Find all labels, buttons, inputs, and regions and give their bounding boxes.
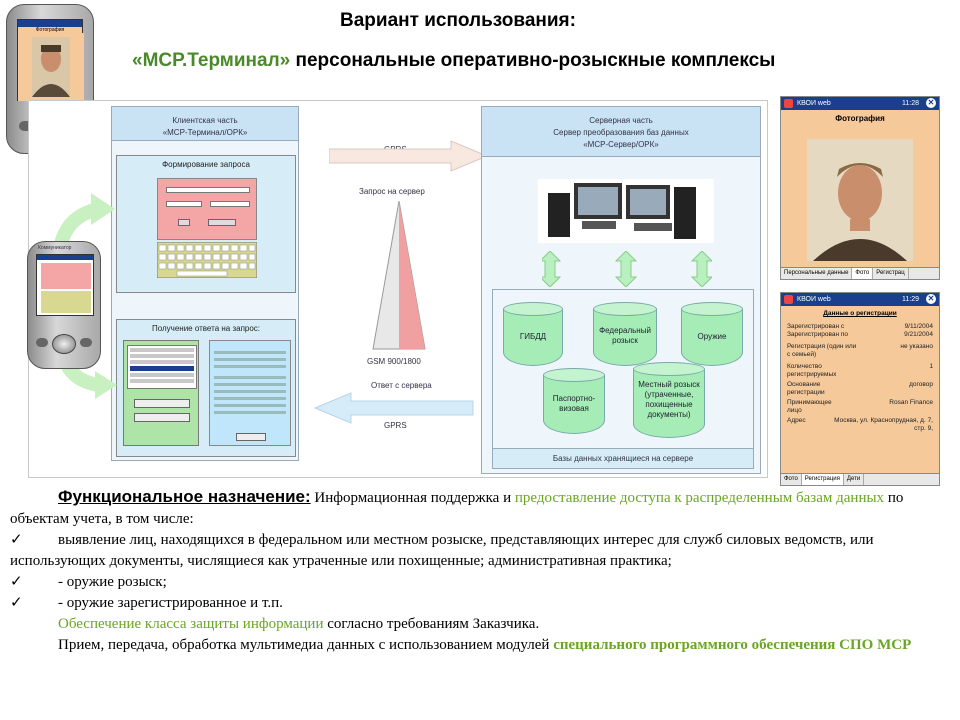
- answer-list-screen: [123, 340, 199, 446]
- dpad-icon: [52, 334, 76, 354]
- answer-from-server-label: Ответ с сервера: [371, 381, 432, 390]
- hardware-button: [36, 338, 48, 347]
- tab-registration[interactable]: Регистрация: [802, 474, 844, 485]
- pda-titlebar: [781, 97, 939, 110]
- description-text: [10, 486, 950, 656]
- section-heading: Функциональное назначение:: [58, 487, 311, 506]
- info-button: [134, 399, 190, 408]
- back-button: [236, 433, 266, 441]
- bullet-item: ✓ - оружие зарегистрированное и т.п.: [10, 593, 950, 614]
- request-form-screen: [157, 178, 257, 240]
- db-footer: Базы данных хранящиеся на сервере: [493, 448, 753, 468]
- tab-children[interactable]: Дети: [844, 474, 864, 485]
- reg-row: Зарегистрирован по 9/21/2004: [787, 331, 933, 338]
- product-name: «МСР.Терминал»: [132, 50, 291, 71]
- windows-start-icon: [784, 99, 793, 108]
- pda-photo-tabs: [781, 267, 939, 279]
- highlight-security: Обеспечение класса защиты информации: [58, 616, 324, 632]
- person-photo: [18, 33, 84, 101]
- arrow-right-icon: [329, 139, 489, 173]
- db-local-search: Местный розыск (утраченные, похищенные документы): [633, 362, 705, 438]
- pda-photo-screen: [780, 96, 940, 280]
- details-button: [134, 413, 190, 422]
- pda-screen-title: Фотография: [18, 27, 82, 33]
- tab-registration[interactable]: Регистрац: [873, 268, 908, 279]
- communicator-screen: [36, 254, 94, 316]
- paragraph-purpose: Функциональное назначение: Информационная поддержка и предоставление доступа к распределенным базам данных по объектам учета, в том числе:: [10, 487, 904, 527]
- database-box: [492, 289, 754, 469]
- reg-row: Регистрация (один или с семьей) не указано: [787, 343, 933, 358]
- results-list: [127, 345, 197, 389]
- arrow-left-icon: [313, 391, 475, 425]
- bullet-item: ✓ - оружие розыск;: [10, 572, 950, 593]
- person-photo: [807, 139, 913, 261]
- slide-subtitle: [132, 50, 775, 72]
- ok-button: [178, 219, 190, 226]
- pda-app-name: КВОИ web: [797, 296, 831, 303]
- paragraph-multimedia: Прием, передача, обработка мультимедиа данных с использованием модулей специального программного обеспечения СПО МСР: [58, 637, 912, 653]
- server-panel-subtitle: Сервер преобразования баз данных: [553, 128, 689, 137]
- windows-start-icon: [784, 295, 793, 304]
- server-computers-icon: [538, 179, 714, 243]
- pda-app-name: КВОИ web: [797, 100, 831, 107]
- hardware-button: [80, 338, 92, 347]
- check-icon: ✓: [10, 574, 23, 590]
- close-icon[interactable]: ✕: [927, 294, 935, 303]
- answer-panel-label: Получение ответа на запрос:: [151, 324, 261, 333]
- db-passport-visa: Паспортно-визовая: [543, 368, 605, 434]
- db-gibdd: ГИБДД: [503, 302, 563, 366]
- request-form-label: Формирование запроса: [162, 160, 250, 169]
- subtitle-rest: персональные оперативно-розыскные комплексы: [290, 50, 776, 71]
- pda-clock: 11:29: [902, 296, 919, 303]
- registration-rows: [781, 323, 939, 433]
- pda-clock: 11:28: [902, 100, 919, 107]
- server-panel-header: [482, 107, 760, 157]
- architecture-diagram: [28, 100, 768, 478]
- client-panel-subtitle: «МСР-Терминал/ОРК»: [162, 128, 248, 137]
- communicator-device: [27, 241, 101, 369]
- server-panel-product: «МСР-Сервер/ОРК»: [583, 140, 659, 149]
- request-form-panel: [116, 155, 296, 293]
- slide-title: Вариант использования:: [340, 10, 576, 31]
- server-panel: [481, 106, 761, 474]
- answer-panel: [116, 319, 296, 457]
- pda-photo-header: Фотография: [835, 114, 885, 123]
- tab-photo[interactable]: Фото: [781, 474, 802, 485]
- pda-reg-header: Данные о регистрации: [823, 310, 897, 317]
- answer-detail-screen: [209, 340, 291, 446]
- reg-row: Основание регистрации договор: [787, 381, 933, 396]
- pda-titlebar: [18, 20, 82, 27]
- reg-row: Количество регистрируемых 1: [787, 363, 933, 378]
- check-icon: ✓: [10, 595, 23, 611]
- reg-row: Принимающее лицо Rosan Finance: [787, 399, 933, 414]
- gprs-bottom-label: GPRS: [384, 421, 407, 430]
- reg-row: Зарегистрирован с 9/11/2004: [787, 323, 933, 330]
- tab-personal-data[interactable]: Персональные данные: [781, 268, 852, 279]
- check-icon: ✓: [10, 532, 23, 548]
- signal-triangle-icon: [369, 201, 429, 351]
- search-field: [166, 187, 250, 193]
- communicator-label: Коммуникатор: [38, 245, 72, 251]
- client-panel: [111, 106, 299, 461]
- tab-photo[interactable]: Фото: [852, 268, 873, 279]
- server-panel-title: Серверная часть: [589, 116, 653, 125]
- highlight-access: предоставление доступа к распределенным базам данных: [514, 490, 885, 506]
- client-panel-header: [112, 107, 298, 141]
- pda-screen: [17, 19, 83, 101]
- client-panel-title: Клиентская часть: [172, 116, 238, 125]
- birthdate-field: [210, 201, 250, 207]
- cancel-button: [208, 219, 236, 226]
- pda-reg-tabs: [781, 473, 939, 485]
- keyboard-icon: [157, 242, 257, 278]
- highlight-software: специального программного обеспечения СПО МСР: [553, 637, 912, 653]
- name-field: [166, 201, 202, 207]
- paragraph-security: Обеспечение класса защиты информации согласно требованиям Заказчика.: [58, 616, 540, 632]
- db-weapons: Оружие: [681, 302, 743, 366]
- bullet-item: ✓ выявление лиц, находящихся в федеральном или местном розыске, представляющих интерес для служб силовых ведомств, или использующих документы, числящиеся как утраченные или похищенные; административная практика;: [10, 530, 950, 572]
- pda-titlebar: [781, 293, 939, 306]
- close-icon[interactable]: ✕: [927, 98, 935, 107]
- pda-registration-screen: [780, 292, 940, 486]
- gsm-label: GSM 900/1800: [367, 357, 421, 366]
- request-to-server-label: Запрос на сервер: [359, 187, 425, 196]
- sync-arrows-icon: [542, 251, 712, 287]
- reg-row: Адрес Москва, ул. Краснопрудная, д. 7, стр. 9,: [787, 417, 933, 432]
- db-federal-search: Федеральный розыск: [593, 302, 657, 366]
